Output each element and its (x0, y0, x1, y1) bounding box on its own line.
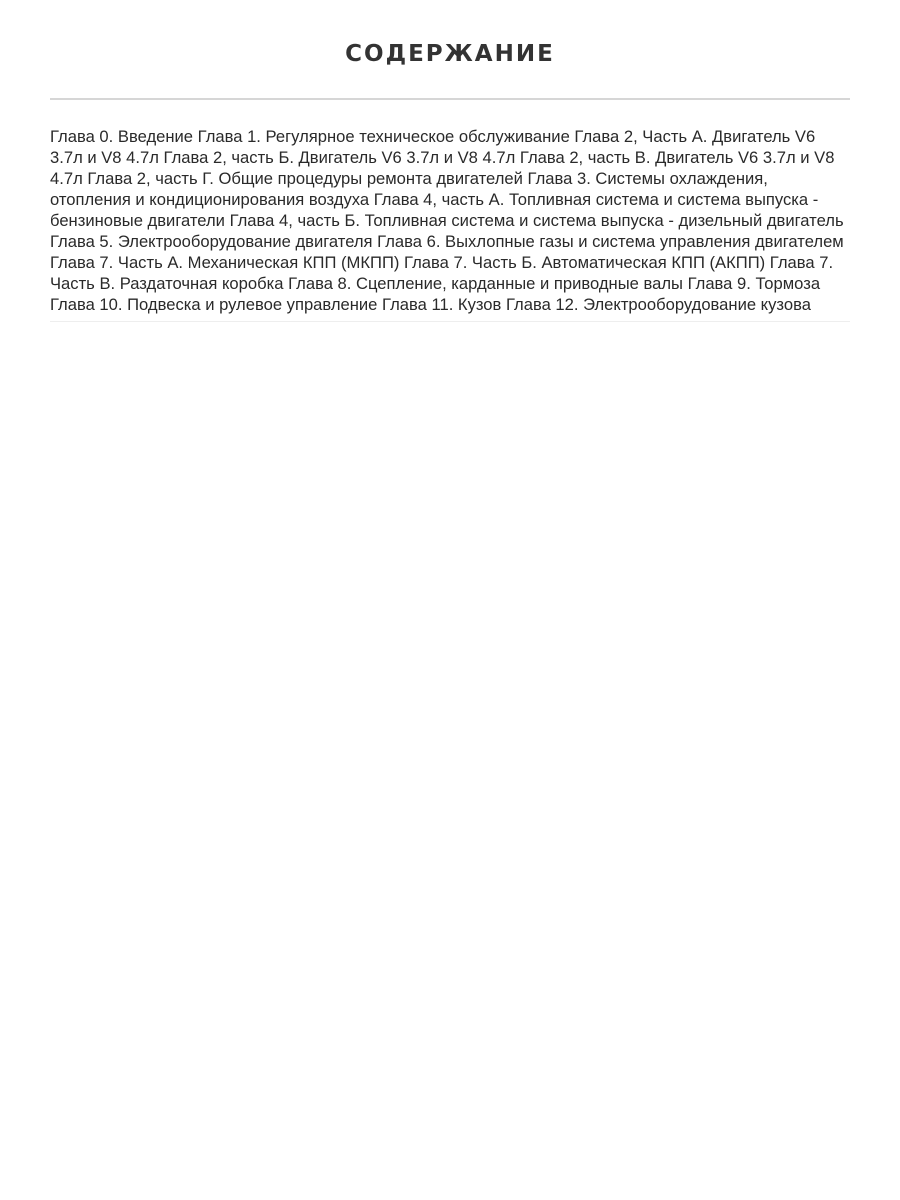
toc-item[interactable]: Глава 2, часть Б. Двигатель V6 3.7л и V8 4.7л (163, 148, 516, 167)
toc-item[interactable]: Глава 2, часть Г. Общие процедуры ремонта двигателей (87, 169, 523, 188)
toc-item[interactable]: Глава 10. Подвеска и рулевое управление (50, 295, 378, 314)
toc-item[interactable]: Глава 3. Системы охлаждения, отопления и кондиционирования воздуха (50, 169, 768, 209)
toc-item[interactable]: Глава 2, Часть А. Двигатель V6 3.7л и V8 4.7л (50, 127, 816, 167)
toc-item[interactable]: Глава 4, часть А. Топливная система и система выпуска - бензиновые двигатели (50, 190, 819, 230)
toc-item[interactable]: Глава 8. Сцепление, карданные и приводные валы (288, 274, 683, 293)
toc-item[interactable]: Глава 6. Выхлопные газы и система управления двигателем (377, 232, 844, 251)
toc-item[interactable]: Глава 2, часть В. Двигатель V6 3.7л и V8 4.7л (50, 148, 835, 188)
toc-item[interactable]: Глава 11. Кузов (382, 295, 502, 314)
toc-item[interactable]: Глава 4, часть Б. Топливная система и система выпуска - дизельный двигатель (229, 211, 844, 230)
table-of-contents (50, 126, 850, 322)
toc-item[interactable]: Глава 7. Часть Б. Автоматическая КПП (АКПП) (404, 253, 766, 272)
toc-item[interactable]: Глава 9. Тормоза (687, 274, 821, 293)
document-page (50, 0, 850, 322)
toc-item[interactable]: Глава 7. Часть А. Механическая КПП (МКПП) (50, 253, 400, 272)
toc-item[interactable]: Глава 5. Электрооборудование двигателя (50, 232, 373, 251)
toc-item[interactable]: Глава 0. Введение (50, 127, 194, 146)
page-title: СОДЕРЖАНИЕ (345, 41, 555, 67)
title-divider (50, 98, 850, 100)
toc-item[interactable]: Глава 7. Часть В. Раздаточная коробка (50, 253, 834, 293)
toc-item[interactable]: Глава 1. Регулярное техническое обслуживание (197, 127, 570, 146)
toc-item[interactable]: Глава 12. Электрооборудование кузова (505, 295, 811, 314)
